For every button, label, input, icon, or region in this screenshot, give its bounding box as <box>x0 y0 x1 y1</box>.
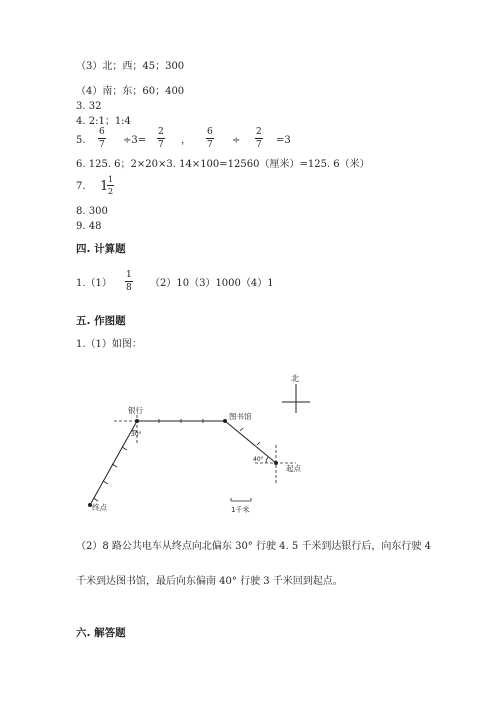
answer-q6: 6. 125. 6；2×20×3. 14×100=12560（厘米）=125. 6（米） <box>76 159 370 170</box>
q5-fraction-4: 2 7 <box>256 127 262 150</box>
s4-q1-label: 1.（1） <box>76 278 112 289</box>
scale-bar <box>231 498 251 501</box>
bank-angle-label: 30° <box>131 431 142 438</box>
compass <box>282 384 310 413</box>
route-end-to-bank <box>90 421 137 505</box>
north-label: 北 <box>291 374 299 383</box>
q5-op-2: ÷ <box>232 135 241 146</box>
section-6-title: 六. 解答题 <box>76 627 126 639</box>
route-map <box>0 365 500 525</box>
q5-fraction-3: 6 7 <box>207 127 213 150</box>
answer-q4: 4. 2:1；1:4 <box>76 116 131 127</box>
q5-fraction-2: 2 7 <box>158 127 164 150</box>
q7-label: 7. <box>76 181 86 192</box>
section-4-title: 四. 计算题 <box>76 243 126 255</box>
answer-4: （4）南；东；60；400 <box>76 86 185 97</box>
start-point <box>274 461 278 465</box>
q5-label: 5. <box>76 135 86 146</box>
bank-label: 银行 <box>128 406 143 415</box>
start-angle-arc <box>266 457 268 463</box>
library-label: 图书馆 <box>229 412 252 421</box>
start-label: 起点 <box>286 464 301 473</box>
section-5-description-line-1: （2）8 路公共电车从终点向北偏东 30° 行驶 4. 5 千米到达银行后，向东行驶 4 <box>76 541 431 552</box>
bank-point <box>135 419 139 423</box>
q7-whole: 1 <box>100 179 109 194</box>
answer-3: （3）北；西；45；300 <box>76 61 185 72</box>
s4-q1-rest: （2）10（3）1000（4）1 <box>150 278 274 289</box>
answer-q8: 8. 300 <box>76 206 108 217</box>
q7-fraction: 1 2 <box>108 175 114 196</box>
q5-comma: ， <box>181 135 191 146</box>
section-5-description-line-2: 千米到达图书馆，最后向东偏南 40° 行驶 3 千米回到起点。 <box>76 576 343 587</box>
section-5-title: 五. 作图题 <box>76 315 126 327</box>
q5-fraction-1: 6 7 <box>99 127 105 150</box>
s4-q1-fraction: 1 8 <box>126 270 132 293</box>
library-point <box>223 419 227 423</box>
answer-q9: 9. 48 <box>76 221 102 232</box>
start-angle-label: 40° <box>253 456 264 463</box>
q5-op-1: ÷3= <box>123 135 147 146</box>
end-label: 终点 <box>92 503 107 512</box>
answer-q3: 3. 32 <box>76 101 102 112</box>
scale-label: 1千米 <box>231 506 250 514</box>
route-library-to-start <box>225 421 276 463</box>
q5-result: =3 <box>276 135 291 146</box>
section-5-q1: 1.（1）如图： <box>76 339 142 350</box>
